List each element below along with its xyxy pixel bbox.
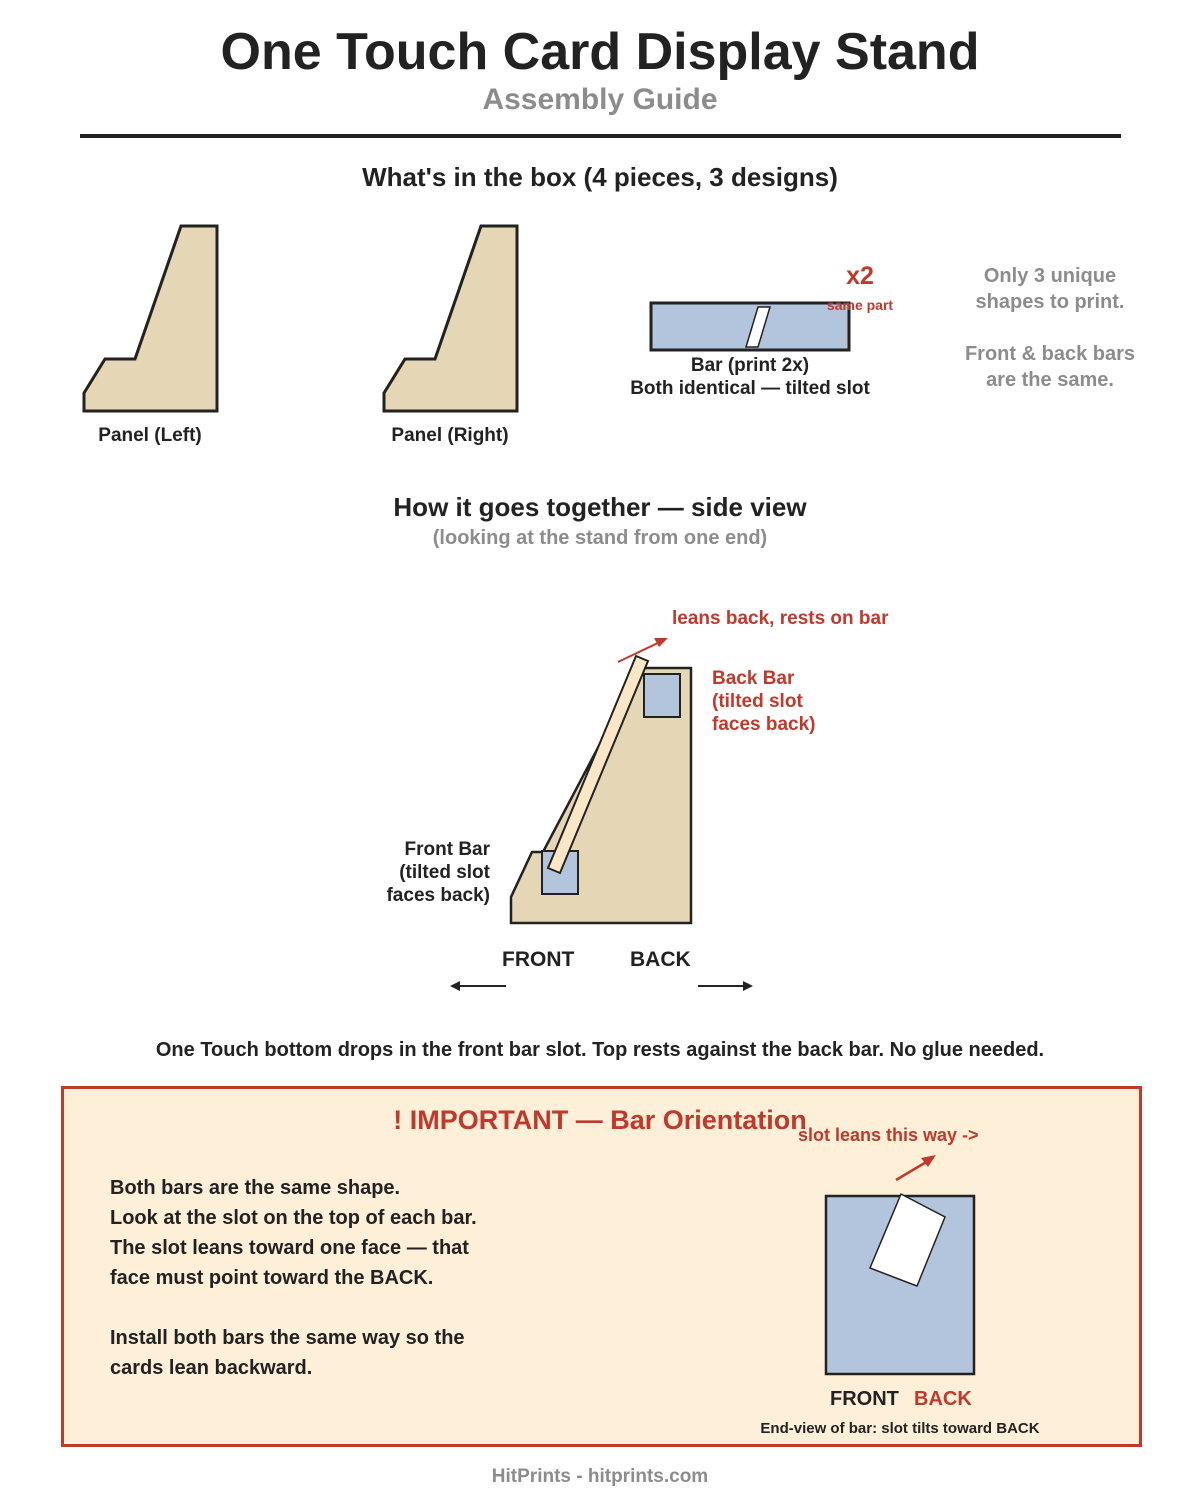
instruction-line: cards lean backward.: [110, 1357, 313, 1379]
lean-note: leans back, rests on bar: [672, 608, 889, 629]
arrow-right-icon: [743, 981, 753, 991]
panel-left-label: Panel (Left): [98, 425, 202, 446]
page-subtitle: Assembly Guide: [482, 83, 718, 116]
label-line: (tilted slot: [712, 691, 803, 712]
note-line: are the same.: [986, 369, 1114, 391]
side-view-heading: How it goes together — side view: [393, 492, 807, 522]
instruction-line: Look at the slot on the top of each bar.: [110, 1207, 477, 1229]
note-line: Only 3 unique: [983, 265, 1117, 287]
panel-right-shape: [380, 222, 520, 417]
page-title: One Touch Card Display Stand: [220, 23, 980, 81]
side-view-diagram: [440, 600, 770, 1000]
note-line: shapes to print.: [975, 291, 1125, 313]
assembly-caption: One Touch bottom drops in the front bar slot. Top rests against the back bar. No glue needed.: [155, 1039, 1045, 1061]
panel-right-label: Panel (Right): [391, 425, 509, 446]
unique-shapes-note: [930, 263, 1170, 393]
front-bar-label: [330, 838, 490, 907]
orientation-instructions: [110, 1173, 570, 1383]
end-view-front-label: FRONT: [830, 1388, 899, 1410]
side-view-subheading: (looking at the stand from one end): [432, 527, 768, 549]
bar-description: Both identical — tilted slot: [630, 378, 870, 399]
back-bar-label: [712, 667, 872, 736]
end-view-caption: End-view of bar: slot tilts toward BACK: [760, 1420, 1040, 1437]
label-line: faces back): [386, 885, 490, 906]
footer-credit: HitPrints - hitprints.com: [491, 1466, 709, 1487]
front-direction-label: FRONT: [502, 948, 575, 971]
label-line: Back Bar: [712, 668, 795, 689]
arrow-left-icon: [450, 981, 460, 991]
instruction-line: face must point toward the BACK.: [110, 1267, 434, 1289]
bar-label: Bar (print 2x): [690, 355, 810, 376]
back-bar-piece: [644, 674, 680, 717]
panel-left-shape: [80, 222, 220, 417]
label-line: (tilted slot: [399, 862, 490, 883]
important-title: ! IMPORTANT — Bar Orientation: [393, 1105, 807, 1135]
bar-end-view-diagram: [820, 1148, 980, 1380]
back-direction-label: BACK: [630, 948, 691, 971]
bar-quantity-badge: x2: [846, 262, 874, 290]
lean-arrow-icon: [654, 638, 668, 647]
instruction-line: Install both bars the same way so the: [110, 1327, 465, 1349]
instruction-line: Both bars are the same shape.: [110, 1177, 401, 1199]
label-line: Front Bar: [404, 839, 490, 860]
header-divider: [80, 134, 1121, 138]
instruction-line: The slot leans toward one face — that: [110, 1237, 469, 1259]
bar-quantity-note: same part: [826, 297, 894, 313]
note-line: Front & back bars: [964, 343, 1136, 365]
end-view-back-label: BACK: [914, 1388, 972, 1410]
box-contents-heading: What's in the box (4 pieces, 3 designs): [362, 162, 838, 192]
label-line: faces back): [712, 714, 816, 735]
slot-lean-note: slot leans this way ->: [798, 1125, 979, 1145]
